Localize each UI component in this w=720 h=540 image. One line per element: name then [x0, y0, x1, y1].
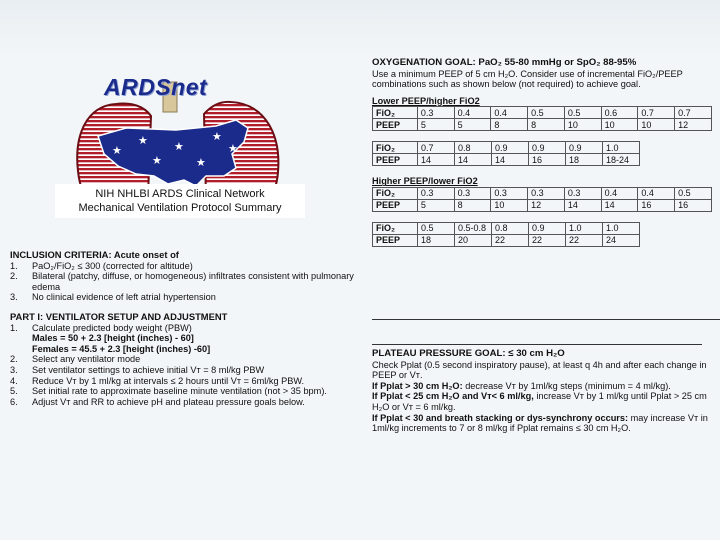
- table-cell: 0.8: [492, 222, 529, 234]
- table-row: [373, 187, 712, 199]
- item-text: Set ventilator settings to achieve initial Vᴛ = 8 ml/kg PBW: [32, 364, 265, 375]
- item-number: 2.: [10, 354, 18, 365]
- higher-peep-table-2: [372, 222, 640, 247]
- item-text: Adjust Vᴛ and RR to achieve pH and plateau pressure goals below.: [32, 396, 305, 407]
- item-text: No clinical evidence of left atrial hypertension: [32, 292, 216, 303]
- item-number: 1.: [10, 322, 18, 333]
- table-row: [373, 154, 640, 166]
- table-row: [373, 119, 712, 131]
- table-cell: 0.5: [675, 187, 712, 199]
- table-cell: 0.7: [675, 107, 712, 119]
- list-item: [10, 271, 360, 292]
- logo-subtitle: [55, 184, 305, 218]
- list-item: [10, 261, 360, 272]
- plateau-section: [372, 349, 712, 434]
- oxygenation-text: Use a minimum PEEP of 5 cm H₂O. Consider use of incremental FiO₂/PEEP combinations such as shown below (not required) to achieve goal.: [372, 68, 683, 90]
- item-number: 5.: [10, 386, 18, 397]
- row-label-cell: PEEP: [373, 199, 418, 211]
- table-cell: 5: [417, 119, 454, 131]
- inclusion-heading: INCLUSION CRITERIA: Acute onset of: [10, 249, 179, 260]
- table-cell: 0.5: [564, 107, 601, 119]
- table-cell: 0.8: [455, 142, 492, 154]
- table-cell: 16: [675, 199, 712, 211]
- table-cell: 0.9: [529, 222, 566, 234]
- logo-subtitle-line2: Mechanical Ventilation Protocol Summary: [78, 202, 282, 214]
- item-number: 6.: [10, 396, 18, 407]
- females-formula: Females = 45.5 + 2.3 [height (inches) -60]: [32, 343, 211, 354]
- section-divider: [372, 319, 720, 320]
- item-text: PaO₂/FiO₂ ≤ 300 (corrected for altitude): [32, 260, 193, 271]
- table-cell: 1.0: [603, 142, 640, 154]
- lower-peep-table-2: [372, 141, 640, 166]
- table-cell: 0.9: [566, 142, 603, 154]
- table-cell: 10: [564, 119, 601, 131]
- list-item: [10, 386, 360, 397]
- table-cell: 0.4: [454, 107, 491, 119]
- item-text: Reduce Vᴛ by 1 ml/kg at intervals ≤ 2 hours until Vᴛ = 6ml/kg PBW.: [32, 375, 305, 386]
- table-cell: 0.3: [417, 187, 454, 199]
- table-cell: 1.0: [566, 222, 603, 234]
- higher-peep-title: Higher PEEP/lower FiO2: [372, 176, 478, 187]
- right-column: [372, 58, 712, 247]
- table-cell: 0.5: [528, 107, 565, 119]
- table-cell: 12: [675, 119, 712, 131]
- table-cell: 0.3: [454, 187, 491, 199]
- table-cell: 1.0: [603, 222, 640, 234]
- item-text: Bilateral (patchy, diffuse, or homogeneous) infiltrates consistent with pulmonary edema: [32, 271, 354, 292]
- lower-peep-title: Lower PEEP/higher FiO2: [372, 95, 480, 106]
- svg-text:★: ★: [152, 154, 162, 167]
- list-item: [10, 365, 360, 376]
- table-cell: 14: [601, 199, 638, 211]
- plateau-gt30: If Pplat > 30 cm H₂O: decrease Vᴛ by 1ml/kg steps (minimum = 4 ml/kg).: [372, 380, 671, 391]
- table-cell: 16: [638, 199, 675, 211]
- table-row: [373, 222, 640, 234]
- lower-peep-table-1: [372, 106, 712, 131]
- table-cell: 14: [492, 154, 529, 166]
- plateau-lt25: If Pplat < 25 cm H₂O and Vᴛ< 6 ml/kg, increase Vᴛ by 1 ml/kg until Pplat > 25 cm H₂O or Vᴛ = 6 ml/kg.: [372, 391, 707, 412]
- item-number: 3.: [10, 292, 18, 303]
- oxygenation-goal: OXYGENATION GOAL: PaO₂ 55-80 mmHg or SpO₂ 88-95%: [372, 57, 637, 68]
- table-cell: 8: [528, 119, 565, 131]
- table-row: [373, 199, 712, 211]
- table-cell: 12: [528, 199, 565, 211]
- row-label-cell: FiO₂: [373, 107, 418, 119]
- row-label-cell: PEEP: [373, 154, 418, 166]
- table-cell: 0.3: [491, 187, 528, 199]
- table-cell: 22: [566, 234, 603, 246]
- table-cell: 14: [455, 154, 492, 166]
- table-row: [373, 234, 640, 246]
- part1-list: [10, 323, 360, 408]
- table-cell: 0.4: [601, 187, 638, 199]
- table-cell: 0.9: [529, 142, 566, 154]
- table-cell: 24: [603, 234, 640, 246]
- list-item: [10, 397, 360, 408]
- table-cell: 0.3: [564, 187, 601, 199]
- higher-peep-table-1: [372, 187, 712, 212]
- list-item: [10, 292, 360, 303]
- row-label-cell: FiO₂: [373, 142, 418, 154]
- row-label-cell: PEEP: [373, 234, 418, 246]
- svg-text:★: ★: [196, 156, 206, 169]
- item-number: 2.: [10, 271, 18, 282]
- svg-text:★: ★: [228, 142, 238, 155]
- table-cell: 0.9: [492, 142, 529, 154]
- table-cell: 14: [564, 199, 601, 211]
- item-number: 1.: [10, 260, 18, 271]
- plateau-lt30: If Pplat < 30 and breath stacking or dys-synchrony occurs: may increase Vᴛ in 1ml/kg increments to 7 or 8 ml/kg if Pplat remains ≤ 30 cm H₂O.: [372, 412, 708, 434]
- table-cell: 10: [491, 199, 528, 211]
- table-cell: 18: [418, 234, 455, 246]
- section-divider: [372, 344, 702, 345]
- table-cell: 0.3: [528, 187, 565, 199]
- logo-subtitle-line1: NIH NHLBI ARDS Clinical Network: [95, 188, 265, 200]
- table-cell: 0.7: [638, 107, 675, 119]
- table-cell: 5: [454, 119, 491, 131]
- table-cell: 0.7: [418, 142, 455, 154]
- row-label-cell: FiO₂: [373, 187, 418, 199]
- table-cell: 0.4: [491, 107, 528, 119]
- svg-text:★: ★: [174, 140, 184, 153]
- table-cell: 18-24: [603, 154, 640, 166]
- males-formula: Males = 50 + 2.3 [height (inches) - 60]: [32, 333, 194, 344]
- item-text: Select any ventilator mode: [32, 354, 141, 365]
- table-cell: 10: [601, 119, 638, 131]
- list-item: [10, 323, 360, 334]
- item-text: Calculate predicted body weight (PBW): [32, 322, 192, 333]
- table-cell: 8: [454, 199, 491, 211]
- plateau-goal: PLATEAU PRESSURE GOAL: ≤ 30 cm H₂O: [372, 348, 565, 359]
- left-column: [10, 250, 360, 407]
- list-item: [10, 376, 360, 387]
- table-cell: 22: [529, 234, 566, 246]
- list-item: [10, 354, 360, 365]
- row-label-cell: PEEP: [373, 119, 418, 131]
- row-label-cell: FiO₂: [373, 222, 418, 234]
- logo-title: ARDSnet: [104, 74, 208, 100]
- table-cell: 0.5: [418, 222, 455, 234]
- table-cell: 14: [418, 154, 455, 166]
- svg-text:★: ★: [212, 130, 222, 143]
- table-cell: 20: [455, 234, 492, 246]
- item-number: 3.: [10, 364, 18, 375]
- table-cell: 8: [491, 119, 528, 131]
- table-cell: 5: [417, 199, 454, 211]
- item-text: Set initial rate to approximate baseline minute ventilation (not > 35 bpm).: [32, 386, 327, 397]
- part1-heading: PART I: VENTILATOR SETUP AND ADJUSTMENT: [10, 310, 228, 322]
- svg-text:★: ★: [112, 144, 122, 157]
- table-cell: 22: [492, 234, 529, 246]
- item-number: 4.: [10, 375, 18, 386]
- table-cell: 0.3: [417, 107, 454, 119]
- table-row: [373, 107, 712, 119]
- inclusion-list: [10, 261, 360, 303]
- table-row: [373, 142, 640, 154]
- table-cell: 0.6: [601, 107, 638, 119]
- svg-text:★: ★: [138, 134, 148, 147]
- table-cell: 0.5-0.8: [455, 222, 492, 234]
- table-cell: 18: [566, 154, 603, 166]
- table-cell: 0.4: [638, 187, 675, 199]
- table-cell: 16: [529, 154, 566, 166]
- table-cell: 10: [638, 119, 675, 131]
- plateau-check: Check Pplat (0.5 second inspiratory pause), at least q 4h and after each change in PEEP or Vᴛ.: [372, 359, 707, 381]
